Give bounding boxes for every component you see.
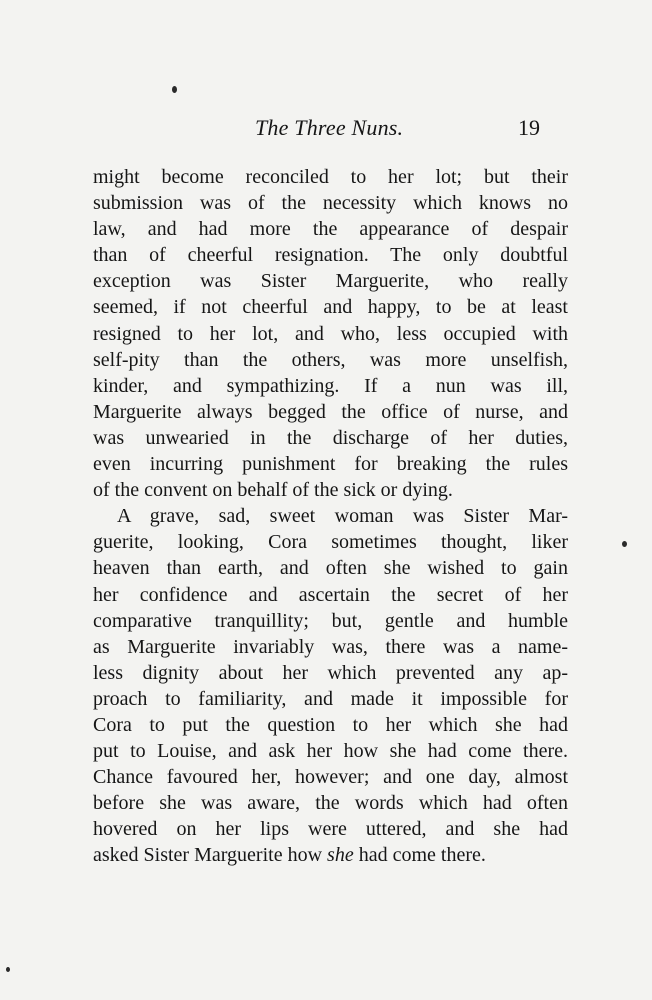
text-line: Cora to put the question to her which she had (93, 713, 568, 736)
text-line: heaven than earth, and often she wished to gain (93, 557, 568, 580)
ink-speck-right (622, 541, 627, 547)
text-line: hovered on her lips were uttered, and she had (93, 818, 568, 841)
text-line: resigned to her lot, and who, less occupied with (93, 322, 568, 345)
ink-speck-bottom (6, 967, 10, 972)
text-line: put to Louise, and ask her how she had come there. (93, 740, 568, 763)
final-line (93, 842, 568, 868)
page-header (0, 115, 652, 145)
text-line: Chance favoured her, however; and one day, almost (93, 766, 568, 789)
text-line: was unwearied in the discharge of her duties, (93, 426, 568, 449)
text-line: than of cheerful resignation. The only doubtful (93, 244, 568, 267)
text-line: self-pity than the others, was more unselfish, (93, 348, 568, 371)
text-line: as Marguerite invariably was, there was a name- (93, 635, 568, 658)
italic-emphasis: she (327, 844, 354, 867)
running-title: The Three Nuns. (255, 115, 404, 140)
text-line: seemed, if not cheerful and happy, to be at least (93, 296, 568, 319)
text-line: proach to familiarity, and made it impossible for (93, 687, 568, 710)
text-line: before she was aware, the words which had often (93, 792, 568, 815)
text-line: might become reconciled to her lot; but their (93, 166, 568, 188)
paragraph-end-line: of the convent on behalf of the sick or dying. (93, 479, 453, 502)
text-line: Marguerite always begged the office of nurse, and (93, 400, 568, 423)
text-line: less dignity about her which prevented any ap- (93, 661, 568, 684)
ink-speck-top (172, 86, 177, 93)
text-line: law, and had more the appearance of despair (93, 218, 568, 241)
text-line: even incurring punishment for breaking the rules (93, 453, 568, 476)
text-line: her confidence and ascertain the secret of her (93, 583, 568, 606)
body-text (93, 164, 568, 869)
page-number: 19 (518, 115, 540, 140)
text-line: exception was Sister Marguerite, who really (93, 270, 568, 293)
text-line: submission was of the necessity which knows no (93, 192, 568, 215)
text-line: guerite, looking, Cora sometimes thought, liker (93, 531, 568, 554)
text-line: kinder, and sympathizing. If a nun was ill, (93, 374, 568, 397)
final-line-start: asked Sister Marguerite how (93, 844, 328, 867)
final-line-end: had come there. (353, 844, 486, 867)
paragraph-start-line: A grave, sad, sweet woman was Sister Mar- (117, 505, 568, 528)
text-line: comparative tranquillity; but, gentle and humble (93, 609, 568, 632)
